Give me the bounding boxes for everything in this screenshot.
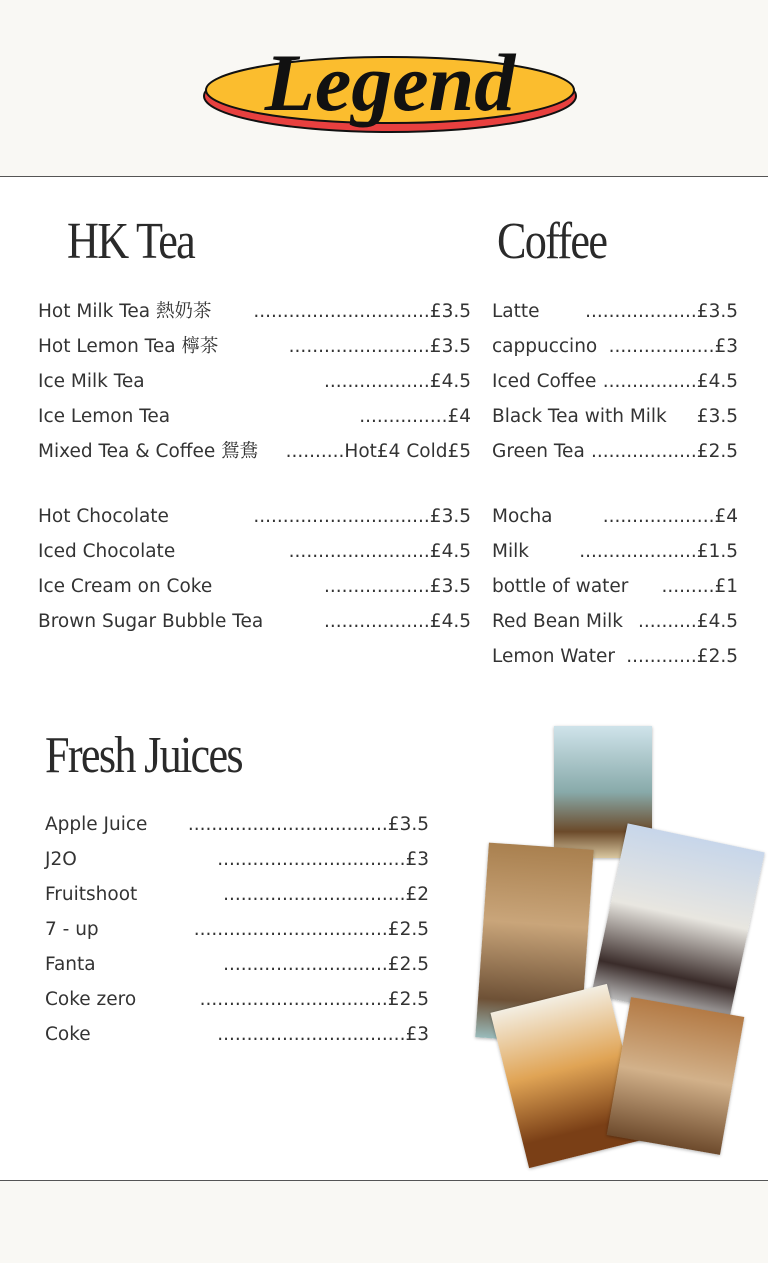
footer-band <box>0 1180 768 1263</box>
menu-item <box>45 842 429 877</box>
hk-tea-heading: HK Tea <box>67 213 195 270</box>
item-price: ..............................£3.5 <box>253 301 471 322</box>
item-price: ................................£3 <box>217 849 429 870</box>
menu-item <box>45 877 429 912</box>
item-name: Latte <box>492 301 540 322</box>
menu-item <box>492 399 738 434</box>
menu-item <box>492 434 738 469</box>
item-price: ..................................£3.5 <box>187 814 429 835</box>
item-price: ..................£4.5 <box>323 611 471 632</box>
item-name: Coke zero <box>45 989 137 1010</box>
item-price: ...............£4 <box>359 406 471 427</box>
item-name: Fruitshoot <box>45 884 138 905</box>
drink-photo <box>607 997 745 1155</box>
item-name: Black Tea with Milk <box>492 406 667 427</box>
item-name: Red Bean Milk <box>492 611 623 632</box>
item-price: ..............................£3.5 <box>253 506 471 527</box>
menu-item <box>492 294 738 329</box>
menu-item <box>38 499 471 534</box>
menu-item <box>45 807 429 842</box>
item-name: Fanta <box>45 954 96 975</box>
menu-item <box>38 534 471 569</box>
item-price: ...............................£2 <box>223 884 429 905</box>
item-name: Coke <box>45 1024 91 1045</box>
item-price: ..................£3.5 <box>323 576 471 597</box>
item-name: Hot Lemon Tea 檸茶 <box>38 336 219 357</box>
menu-item <box>38 329 471 364</box>
menu-item <box>38 434 471 469</box>
menu-item <box>38 364 471 399</box>
menu-item <box>38 569 471 604</box>
menu-item <box>45 1017 429 1052</box>
juices-list <box>45 807 429 1052</box>
item-name: cappuccino <box>492 336 598 357</box>
drinks-photo-collage <box>478 726 763 1161</box>
item-name: Apple Juice <box>45 814 148 835</box>
item-name: Mixed Tea & Coffee 鴛鴦 <box>38 441 259 462</box>
item-price: ...................£4 <box>602 506 738 527</box>
item-name: Ice Lemon Tea <box>38 406 171 427</box>
item-name: 7 - up <box>45 919 99 940</box>
menu-item <box>38 294 471 329</box>
fresh-juices-heading: Fresh Juices <box>45 727 242 784</box>
coffee-list <box>492 294 738 674</box>
item-price: ..................£3 <box>608 336 738 357</box>
item-name: Lemon Water <box>492 646 615 667</box>
item-price: ..........Hot£4 Cold£5 <box>285 441 471 462</box>
item-price: ....................£1.5 <box>579 541 738 562</box>
item-price: ................................£3 <box>217 1024 429 1045</box>
menu-item <box>492 534 738 569</box>
item-name: Iced Chocolate <box>38 541 176 562</box>
item-price: .........£1 <box>661 576 738 597</box>
item-price: ........................£4.5 <box>288 541 471 562</box>
menu-item <box>492 364 738 399</box>
item-name: Iced Coffee <box>492 371 597 392</box>
svg-text:Legend: Legend <box>264 37 516 128</box>
item-price: ..........£4.5 <box>638 611 738 632</box>
item-price: £3.5 <box>696 406 738 427</box>
item-name: Brown Sugar Bubble Tea <box>38 611 264 632</box>
item-name: bottle of water <box>492 576 629 597</box>
item-name: Ice Cream on Coke <box>38 576 213 597</box>
menu-item <box>45 982 429 1017</box>
menu-item <box>492 604 738 639</box>
menu-item <box>38 399 471 434</box>
coffee-heading: Coffee <box>497 213 607 270</box>
item-name: Hot Milk Tea 熱奶茶 <box>38 301 212 322</box>
item-price: ...................£3.5 <box>585 301 738 322</box>
menu-item <box>45 947 429 982</box>
menu-item <box>492 639 738 674</box>
menu-item <box>492 499 738 534</box>
hk-tea-list <box>38 294 471 639</box>
item-price: ............£2.5 <box>626 646 738 667</box>
item-price: ..................£4.5 <box>323 371 471 392</box>
menu-item <box>492 569 738 604</box>
menu-item <box>38 604 471 639</box>
item-name: J2O <box>45 849 77 870</box>
legend-logo <box>200 28 585 143</box>
item-price: ................................£2.5 <box>199 989 429 1010</box>
item-name: Ice Milk Tea <box>38 371 145 392</box>
item-name: Mocha <box>492 506 553 527</box>
item-name: Green Tea <box>492 441 585 462</box>
item-price: .................................£2.5 <box>193 919 429 940</box>
item-price: ........................£3.5 <box>288 336 471 357</box>
item-name: Hot Chocolate <box>38 506 169 527</box>
item-name: Milk <box>492 541 529 562</box>
item-price: ................£4.5 <box>602 371 738 392</box>
item-price: ............................£2.5 <box>223 954 429 975</box>
item-price: ..................£2.5 <box>590 441 738 462</box>
menu-item <box>45 912 429 947</box>
menu-item <box>492 329 738 364</box>
